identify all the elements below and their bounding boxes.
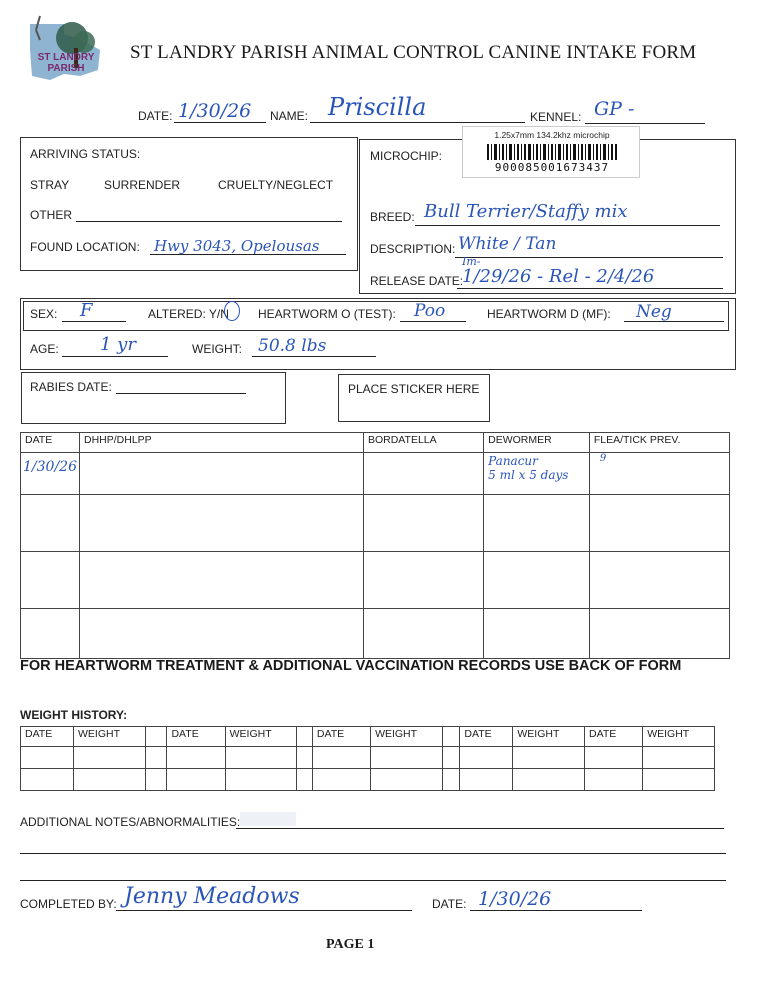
wh-date-header: DATE: [589, 728, 617, 740]
wh-date-header: DATE: [25, 728, 53, 740]
altered-n-circle: [224, 301, 240, 321]
surrender-option: SURRENDER: [104, 178, 181, 192]
kennel-label: KENNEL:: [530, 110, 582, 124]
logo-text: ST LANDRY PARISH: [37, 52, 95, 74]
found-location-value: Hwy 3043, Opelousas: [154, 237, 320, 255]
flea-tick-value: 9: [599, 453, 607, 464]
sex-value: F: [80, 300, 93, 321]
release-date-label: RELEASE DATE:: [370, 274, 464, 288]
description-label: DESCRIPTION:: [370, 242, 456, 256]
wh-weight-header: WEIGHT: [375, 728, 418, 740]
microchip-number: 900085001673437: [494, 161, 610, 174]
vaccine-header-bordatella: BORDATELLA: [367, 434, 437, 446]
vaccine-header-dewormer: DEWORMER: [488, 434, 552, 446]
name-label: NAME:: [270, 109, 309, 123]
vaccine-row-date: 1/30/26: [23, 459, 77, 475]
vaccine-header-dhhp: DHHP/DHLPP: [83, 434, 152, 446]
wh-weight-header: WEIGHT: [229, 728, 272, 740]
wh-weight-header: WEIGHT: [517, 728, 560, 740]
cruelty-option: CRUELTY/NEGLECT: [218, 178, 334, 192]
arriving-status-title: ARRIVING STATUS:: [30, 147, 141, 161]
wh-date-header: DATE: [464, 728, 492, 740]
kennel-value: GP -: [594, 98, 635, 120]
vaccine-header-date: DATE: [25, 434, 53, 446]
table-row: [21, 453, 730, 495]
weight-history-title: WEIGHT HISTORY:: [20, 708, 128, 722]
breed-value: Bull Terrier/Staffy mix: [424, 201, 628, 222]
heartworm-test-value: Poo: [414, 301, 446, 321]
date-label: DATE:: [138, 109, 173, 123]
parish-logo: [20, 10, 110, 90]
microchip-sticker-text: 1.25x7mm 134.2khz microchip: [494, 130, 610, 140]
table-row: [21, 747, 715, 769]
place-sticker-label: PLACE STICKER HERE: [348, 382, 480, 396]
sex-label: SEX:: [30, 307, 58, 321]
name-value: Priscilla: [328, 93, 427, 121]
altered-label: ALTERED: Y/N: [148, 307, 229, 321]
wh-date-header: DATE: [171, 728, 199, 740]
dewormer-line1: Panacur: [488, 454, 538, 468]
rabies-date-label: RABIES DATE:: [30, 380, 112, 394]
footer-date-value: 1/30/26: [478, 888, 552, 910]
completed-by-signature: Jenny Meadows: [124, 884, 300, 909]
table-row: [21, 609, 730, 659]
table-row: [21, 495, 730, 552]
microchip-sticker: [462, 126, 640, 178]
form-title: ST LANDRY PARISH ANIMAL CONTROL CANINE INTAKE FORM: [130, 42, 697, 63]
weight-value: 50.8 lbs: [258, 336, 327, 356]
dewormer-line2: 5 ml x 5 days: [488, 468, 569, 482]
heartworm-test-label: HEARTWORM O (TEST):: [258, 307, 396, 321]
found-location-label: FOUND LOCATION:: [30, 240, 140, 254]
age-label: AGE:: [30, 342, 59, 356]
vaccine-table: [20, 432, 730, 659]
completed-by-label: COMPLETED BY:: [20, 897, 117, 911]
description-value: White / Tan: [458, 234, 557, 254]
heartworm-mf-value: Neg: [636, 302, 672, 322]
wh-weight-header: WEIGHT: [647, 728, 690, 740]
other-label: OTHER: [30, 208, 72, 222]
wh-date-header: DATE: [316, 728, 345, 740]
vaccine-header-flea-tick: FLEA/TICK PREV.: [593, 434, 681, 446]
footer-date-label: DATE:: [432, 897, 467, 911]
heartworm-mf-label: HEARTWORM D (MF):: [487, 307, 611, 321]
redacted-mark: [240, 812, 296, 826]
release-note: Im-: [462, 255, 481, 268]
additional-notes-label: ADDITIONAL NOTES/ABNORMALITIES:: [20, 815, 241, 829]
breed-label: BREED:: [370, 210, 415, 224]
table-row: [21, 552, 730, 609]
barcode-icon: [487, 144, 617, 160]
wh-weight-header: WEIGHT: [77, 728, 120, 740]
louisiana-tree-icon: [20, 10, 110, 90]
weight-label: WEIGHT:: [192, 342, 242, 356]
age-value: 1 yr: [100, 334, 136, 355]
stray-option: STRAY: [30, 178, 70, 192]
heartworm-notice: FOR HEARTWORM TREATMENT & ADDITIONAL VACCINATION RECORDS USE BACK OF FORM: [20, 658, 682, 674]
weight-history-table: [20, 726, 715, 791]
table-row: [21, 769, 715, 791]
page-number: PAGE 1: [326, 937, 375, 952]
microchip-label: MICROCHIP:: [370, 149, 442, 163]
date-value: 1/30/26: [178, 100, 252, 122]
release-date-value: 1/29/26 - Rel - 2/4/26: [462, 266, 655, 287]
